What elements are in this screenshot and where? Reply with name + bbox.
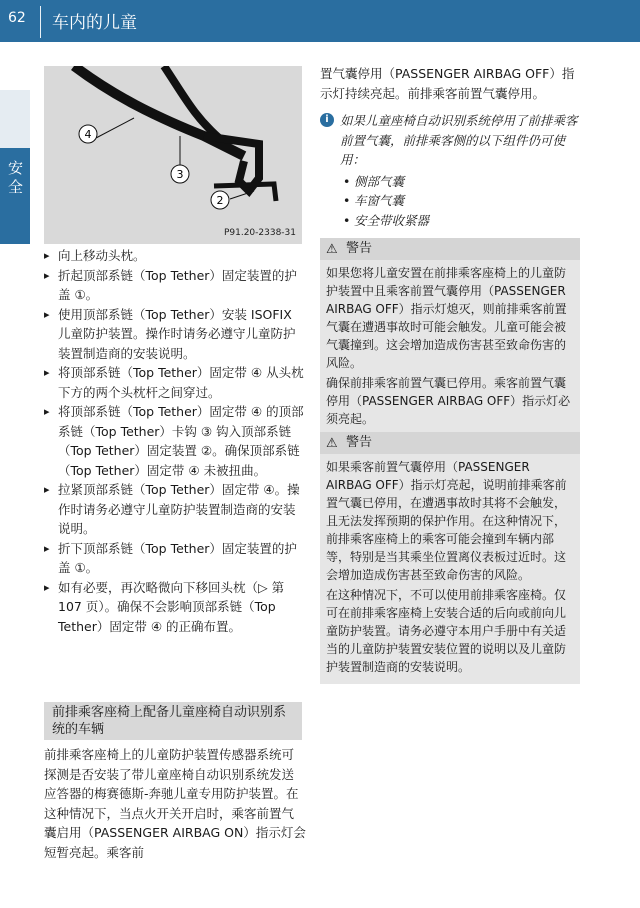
- step-item: ▸ 如有必要，再次略微向下移回头枕（▷ 第 107 页）。确保不会影响顶部系链（Top Tether）固定带 ④ 的正确布置。: [44, 578, 306, 637]
- page-number: 62: [8, 10, 26, 26]
- page-title: 车内的儿童: [52, 13, 137, 33]
- callout-4: 4: [84, 128, 92, 141]
- step-item: ▸ 拉紧顶部系链（Top Tether）固定带 ④。操作时请务必遵守儿童防护装置制造商的安装说明。: [44, 480, 306, 539]
- continued-paragraph: 置气囊停用（PASSENGER AIRBAG OFF）指示灯持续亮起。前排乘客前置气囊停用。: [320, 66, 575, 101]
- step-item: ▸ 折下顶部系链（Top Tether）固定装置的护盖 ①。: [44, 539, 306, 578]
- side-tab-spacer: [0, 90, 30, 148]
- info-note: [320, 111, 582, 230]
- info-text: 如果儿童座椅自动识别系统停用了前排乘客前置气囊，前排乘客侧的以下组件仍可使用：: [340, 113, 578, 167]
- warning-triangle-icon: ⚠: [326, 242, 338, 257]
- step-item: ▸ 折起顶部系链（Top Tether）固定装置的护盖 ①。: [44, 266, 306, 305]
- warning-triangle-icon: ⚠: [326, 436, 338, 451]
- section-tab-label: 安全: [6, 160, 24, 198]
- warning-header: [320, 432, 580, 454]
- warning-paragraph: 确保前排乘客前置气囊已停用。乘客前置气囊停用（PASSENGER AIRBAG OFF）指示灯必须亮起。: [326, 376, 571, 426]
- section-body: 前排乘客座椅上的儿童防护装置传感器系统可探测是否安装了带儿童座椅自动识别系统发送应答器的梅赛德斯-奔驰儿童专用防护装置。在这种情况下，当点火开关开启时，乘客前置气囊启用（PASSENGER AIRBAG ON）指示灯会短暂亮起。乘客前: [44, 747, 306, 860]
- warning-paragraph: 如果乘客前置气囊停用（PASSENGER AIRBAG OFF）指示灯亮起，说明前排乘客前置气囊已停用，在遭遇事故时其将不会触发，且无法发挥预期的保护作用。在这种情况下，前排乘客座椅上的乘客可能会撞到车辆内部等，特别是当其乘坐位置离仪表板过近时。这会增加造成伤害甚至致命伤害的风险。: [326, 460, 567, 582]
- top-tether-illustration: [44, 66, 302, 244]
- step-item: ▸ 使用顶部系链（Top Tether）安装 ISOFIX 儿童防护装置。操作时请务必遵守儿童防护装置制造商的安装说明。: [44, 305, 306, 364]
- leader-line-4: [96, 118, 134, 138]
- figure-reference: P91.20-2338-31: [223, 228, 296, 238]
- callout-2: 2: [216, 194, 224, 207]
- step-item: ▸ 将顶部系链（Top Tether）固定带 ④ 的顶部系链（Top Tether）卡钩 ③ 钩入顶部系链（Top Tether）固定装置 ②。确保顶部系链（Top Tether）固定带 ④ 未被扭曲。: [44, 402, 306, 480]
- step-item: ▸ 向上移动头枕。: [44, 246, 306, 266]
- warning-box-1: [320, 238, 580, 436]
- warning-body: [320, 260, 580, 436]
- top-tether-drawing: [44, 66, 302, 244]
- section-heading: 前排乘客座椅上配备儿童座椅自动识别系统的车辆: [52, 705, 287, 737]
- installation-steps: [44, 246, 306, 636]
- warning-title: 警告: [346, 241, 373, 256]
- page-header: [0, 0, 640, 42]
- info-list-item: • 安全带收紧器: [340, 211, 582, 231]
- info-list-item: • 侧部气囊: [340, 172, 582, 192]
- tether-strap-shape: [74, 66, 244, 156]
- header-divider: [40, 6, 41, 38]
- step-item: ▸ 将顶部系链（Top Tether）固定带 ④ 从头枕下方的两个头枕杆之间穿过。: [44, 363, 306, 402]
- warning-header: [320, 238, 580, 260]
- info-list-item: • 车窗气囊: [340, 191, 582, 211]
- right-column: [320, 64, 582, 230]
- info-icon: i: [320, 113, 334, 127]
- section-heading-box: [44, 702, 302, 740]
- warning-box-2: [320, 432, 580, 684]
- warning-body: [320, 454, 580, 684]
- warning-paragraph: 如果您将儿童安置在前排乘客座椅上的儿童防护装置中且乘客前置气囊停用（PASSENGER AIRBAG OFF）指示灯熄灭，则前排乘客前置气囊在遭遇事故时可能会触发。儿童可能会被气囊撞到。这会增加造成伤害甚至致命伤害的风险。: [326, 266, 567, 370]
- info-list: [340, 172, 582, 231]
- callout-3: 3: [176, 168, 184, 181]
- left-column: [44, 246, 306, 636]
- warning-title: 警告: [346, 435, 373, 450]
- warning-paragraph: 在这种情况下，不可以使用前排乘客座椅。仅可在前排乘客座椅上安装合适的后向或前向儿童防护装置。请务必遵守本用户手册中有关适当的儿童防护装置安装位置的说明以及儿童防护装置制造商的安装说明。: [326, 588, 567, 674]
